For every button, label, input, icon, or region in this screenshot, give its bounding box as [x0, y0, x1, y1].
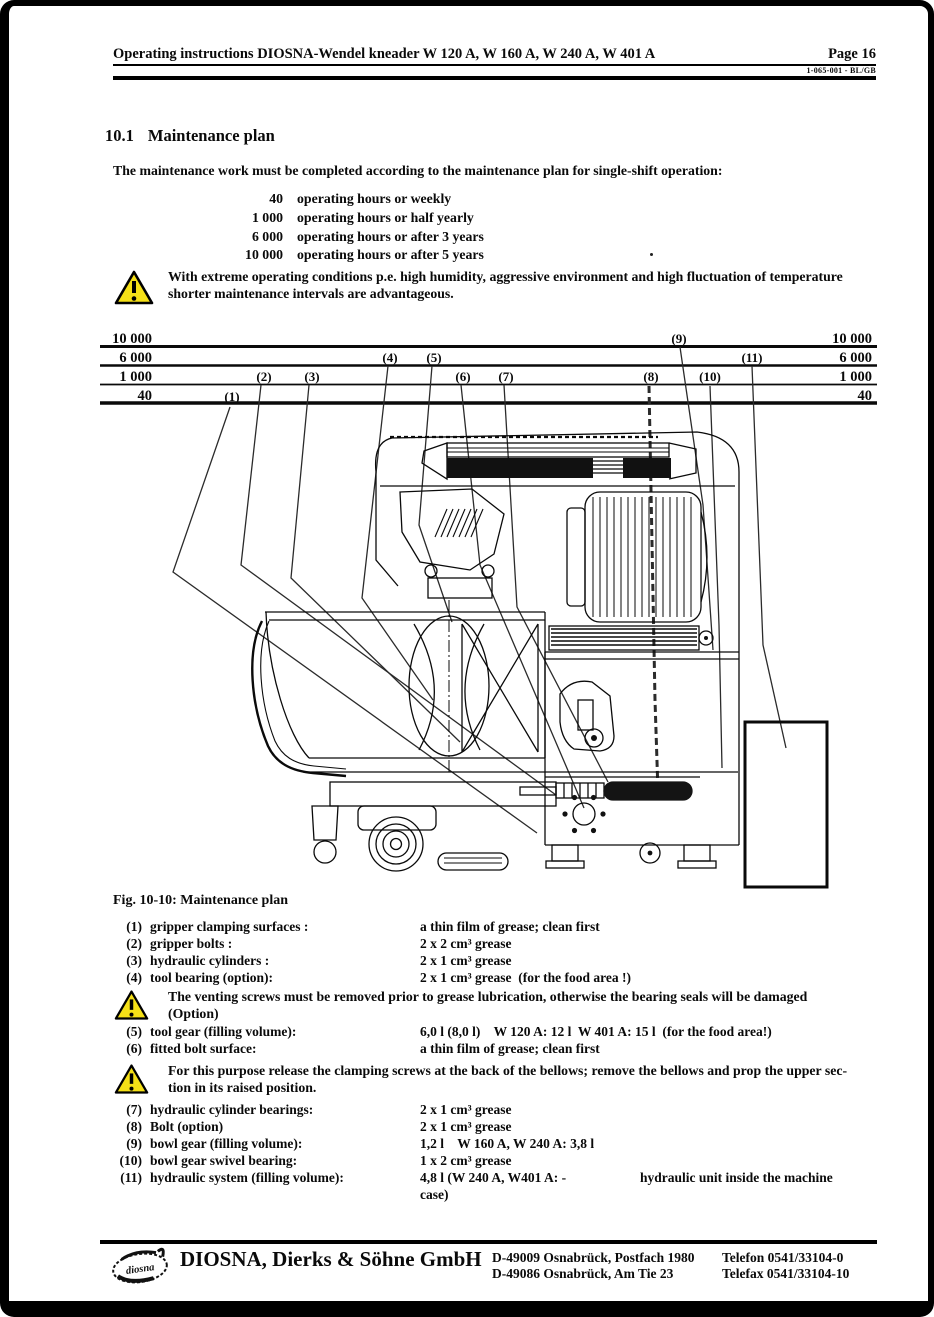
header-rule — [113, 76, 876, 80]
company-name: DIOSNA, Dierks & Söhne GmbH — [180, 1247, 482, 1271]
legend-value: 4,8 l (W 240 A, W401 A: - — [420, 1170, 567, 1185]
interval-row — [0, 229, 934, 248]
callout-11: (11) — [741, 350, 763, 365]
callout-4: (4) — [382, 350, 398, 365]
legend-num: (6) — [126, 1041, 142, 1056]
legend-row-6 — [0, 1041, 934, 1058]
legend-value: 1,2 l W 160 A, W 240 A: 3,8 l — [420, 1136, 595, 1151]
header-title: Operating instructions DIOSNA-Wendel kneader W 120 A, W 160 A, W 240 A, W 401 A — [113, 46, 656, 62]
company-phones — [722, 1250, 849, 1282]
legend-num: (9) — [126, 1136, 142, 1151]
callout-5: (5) — [426, 350, 442, 365]
bowl — [252, 600, 545, 776]
scale-left-40: 40 — [137, 388, 152, 404]
legend-num: (7) — [126, 1102, 142, 1117]
leader-9 — [680, 347, 713, 650]
callout-2: (2) — [256, 369, 272, 384]
interval-hours: 6 000 — [251, 229, 283, 244]
legend-num: (2) — [126, 936, 142, 951]
phone-line: Telefon 0541/33104-0 — [722, 1250, 844, 1265]
legend-num: (10) — [119, 1153, 142, 1168]
callout-7: (7) — [498, 369, 514, 384]
legend-row-5 — [0, 1024, 934, 1041]
warning-text: For this purpose release the clamping screws at the back of the bellows; remove the bellows and prop the upper sec- — [168, 1063, 848, 1078]
legend-row-9 — [0, 1136, 934, 1153]
intro-paragraph: The maintenance work must be completed according to the maintenance plan for single-shift operation: — [113, 163, 723, 178]
callout-3: (3) — [304, 369, 320, 384]
warning-text: The venting screws must be removed prior to grease lubrication, otherwise the bearing seals will be damaged — [168, 989, 808, 1004]
warning-bellows — [113, 1062, 876, 1096]
callout-1: (1) — [224, 389, 240, 404]
figure-caption: Fig. 10-10: Maintenance plan — [113, 893, 288, 908]
legend-num: (3) — [126, 953, 142, 968]
interval-row — [0, 191, 934, 210]
interval-chart — [100, 331, 877, 404]
scan-speck-dot — [650, 253, 653, 256]
kneader-drawing — [252, 432, 827, 887]
legend-row-10 — [0, 1153, 934, 1170]
interval-desc: operating hours or after 3 years — [297, 229, 484, 244]
header-row — [113, 46, 876, 66]
leader-10 — [710, 386, 722, 768]
leader-8 — [649, 386, 658, 792]
maintenance-figure — [100, 325, 878, 895]
legend-value: 2 x 1 cm³ grease (for the food area !) — [420, 970, 631, 985]
callout-10: (10) — [699, 369, 721, 384]
interval-desc: operating hours or half yearly — [297, 210, 474, 225]
handle-bar — [604, 782, 692, 800]
legend-row-2 — [0, 936, 934, 953]
legend-row-8 — [0, 1119, 934, 1136]
callout-8: (8) — [643, 369, 659, 384]
legend-label: gripper bolts : — [150, 936, 233, 951]
legend-value: 2 x 1 cm³ grease — [420, 953, 512, 968]
legend-row-3 — [0, 953, 934, 970]
section-number: 10.1 — [105, 126, 134, 145]
legend-row-4 — [0, 970, 934, 987]
scale-left-1000: 1 000 — [119, 369, 152, 385]
callout-9: (9) — [671, 331, 687, 346]
page-number: Page 16 — [828, 46, 876, 62]
legend-label: gripper clamping surfaces : — [150, 919, 309, 934]
legend-num: (8) — [126, 1119, 142, 1134]
warning-text: With extreme operating conditions p.e. high humidity, aggressive environment and high fluctuation of temperature shorter maintenance intervals are advantageous. — [168, 269, 843, 301]
legend-row-1 — [0, 919, 934, 936]
scale-right-1000: 1 000 — [839, 369, 872, 385]
footer-rule — [100, 1240, 877, 1244]
legend-label: hydraulic cylinder bearings: — [150, 1102, 314, 1117]
legend-label: Bolt (option) — [150, 1119, 224, 1134]
fax-line: Telefax 0541/33104-10 — [722, 1266, 850, 1281]
gripper-assembly — [520, 681, 692, 833]
page-header — [113, 46, 876, 80]
warning-triangle-icon — [113, 269, 155, 307]
warning-text-cont: tion in its raised position. — [168, 1080, 317, 1095]
legend-label: tool bearing (option): — [150, 970, 273, 985]
warning-venting — [113, 988, 876, 1022]
logo-text: diosna — [125, 1262, 156, 1277]
section-title: Maintenance plan — [147, 126, 275, 145]
scale-left-6000: 6 000 — [119, 350, 152, 366]
company-address — [492, 1250, 695, 1282]
interval-hours: 40 — [269, 191, 283, 206]
scale-right-10000: 10 000 — [832, 331, 872, 347]
legend-label: fitted bolt surface: — [150, 1041, 257, 1056]
section-heading — [105, 126, 275, 146]
callout-6: (6) — [455, 369, 471, 384]
legend-row-11-cont — [0, 1187, 934, 1204]
legend-value: 2 x 1 cm³ grease — [420, 1119, 512, 1134]
scale-left-10000: 10 000 — [112, 331, 152, 347]
figure-callouts — [224, 331, 762, 404]
legend-note: hydraulic unit inside the machine — [640, 1170, 833, 1185]
address-line-1: D-49009 Osnabrück, Postfach 1980 — [492, 1250, 695, 1265]
scale-right-40: 40 — [857, 388, 872, 404]
interval-desc: operating hours or weekly — [297, 191, 452, 206]
legend-value: 2 x 1 cm³ grease — [420, 1102, 512, 1117]
legend-num: (1) — [126, 919, 142, 934]
warning-triangle-icon — [113, 989, 150, 1022]
legend-row-7 — [0, 1102, 934, 1119]
legend-label: tool gear (filling volume): — [150, 1024, 297, 1039]
scale-right-6000: 6 000 — [839, 350, 872, 366]
legend-row-11 — [0, 1170, 934, 1187]
legend-value: a thin film of grease; clean first — [420, 919, 600, 934]
legend-num: (11) — [120, 1170, 142, 1185]
leader-lines — [173, 347, 786, 833]
diosna-logo-icon — [108, 1246, 172, 1290]
legend-label: hydraulic cylinders : — [150, 953, 270, 968]
document-code: 1-065-001 - BL/GB — [806, 66, 876, 75]
legend-value: 1 x 2 cm³ grease — [420, 1153, 512, 1168]
interval-row — [0, 210, 934, 229]
legend-value: a thin film of grease; clean first — [420, 1041, 600, 1056]
legend-label: bowl gear (filling volume): — [150, 1136, 303, 1151]
address-line-2: D-49086 Osnabrück, Am Tie 23 — [492, 1266, 674, 1281]
warning-conditions — [113, 268, 876, 302]
bellows — [549, 626, 713, 650]
leader-11 — [752, 366, 786, 748]
legend-label: bowl gear swivel bearing: — [150, 1153, 298, 1168]
legend-label: hydraulic system (filling volume): — [150, 1170, 344, 1185]
legend-value: 6,0 l (8,0 l) W 120 A: 12 l W 401 A: 15 l (for the food area!) — [420, 1024, 772, 1039]
interval-hours: 10 000 — [245, 247, 283, 262]
warning-triangle-icon — [113, 1063, 150, 1096]
legend-num: (5) — [126, 1024, 142, 1039]
legend-value: 2 x 2 cm³ grease — [420, 936, 512, 951]
interval-row — [0, 247, 934, 266]
legend-num: (4) — [126, 970, 142, 985]
interval-desc: operating hours or after 5 years — [297, 247, 484, 262]
legend-value-cont: case) — [420, 1187, 449, 1202]
warning-text-cont: (Option) — [168, 1006, 219, 1021]
interval-hours: 1 000 — [251, 210, 283, 225]
